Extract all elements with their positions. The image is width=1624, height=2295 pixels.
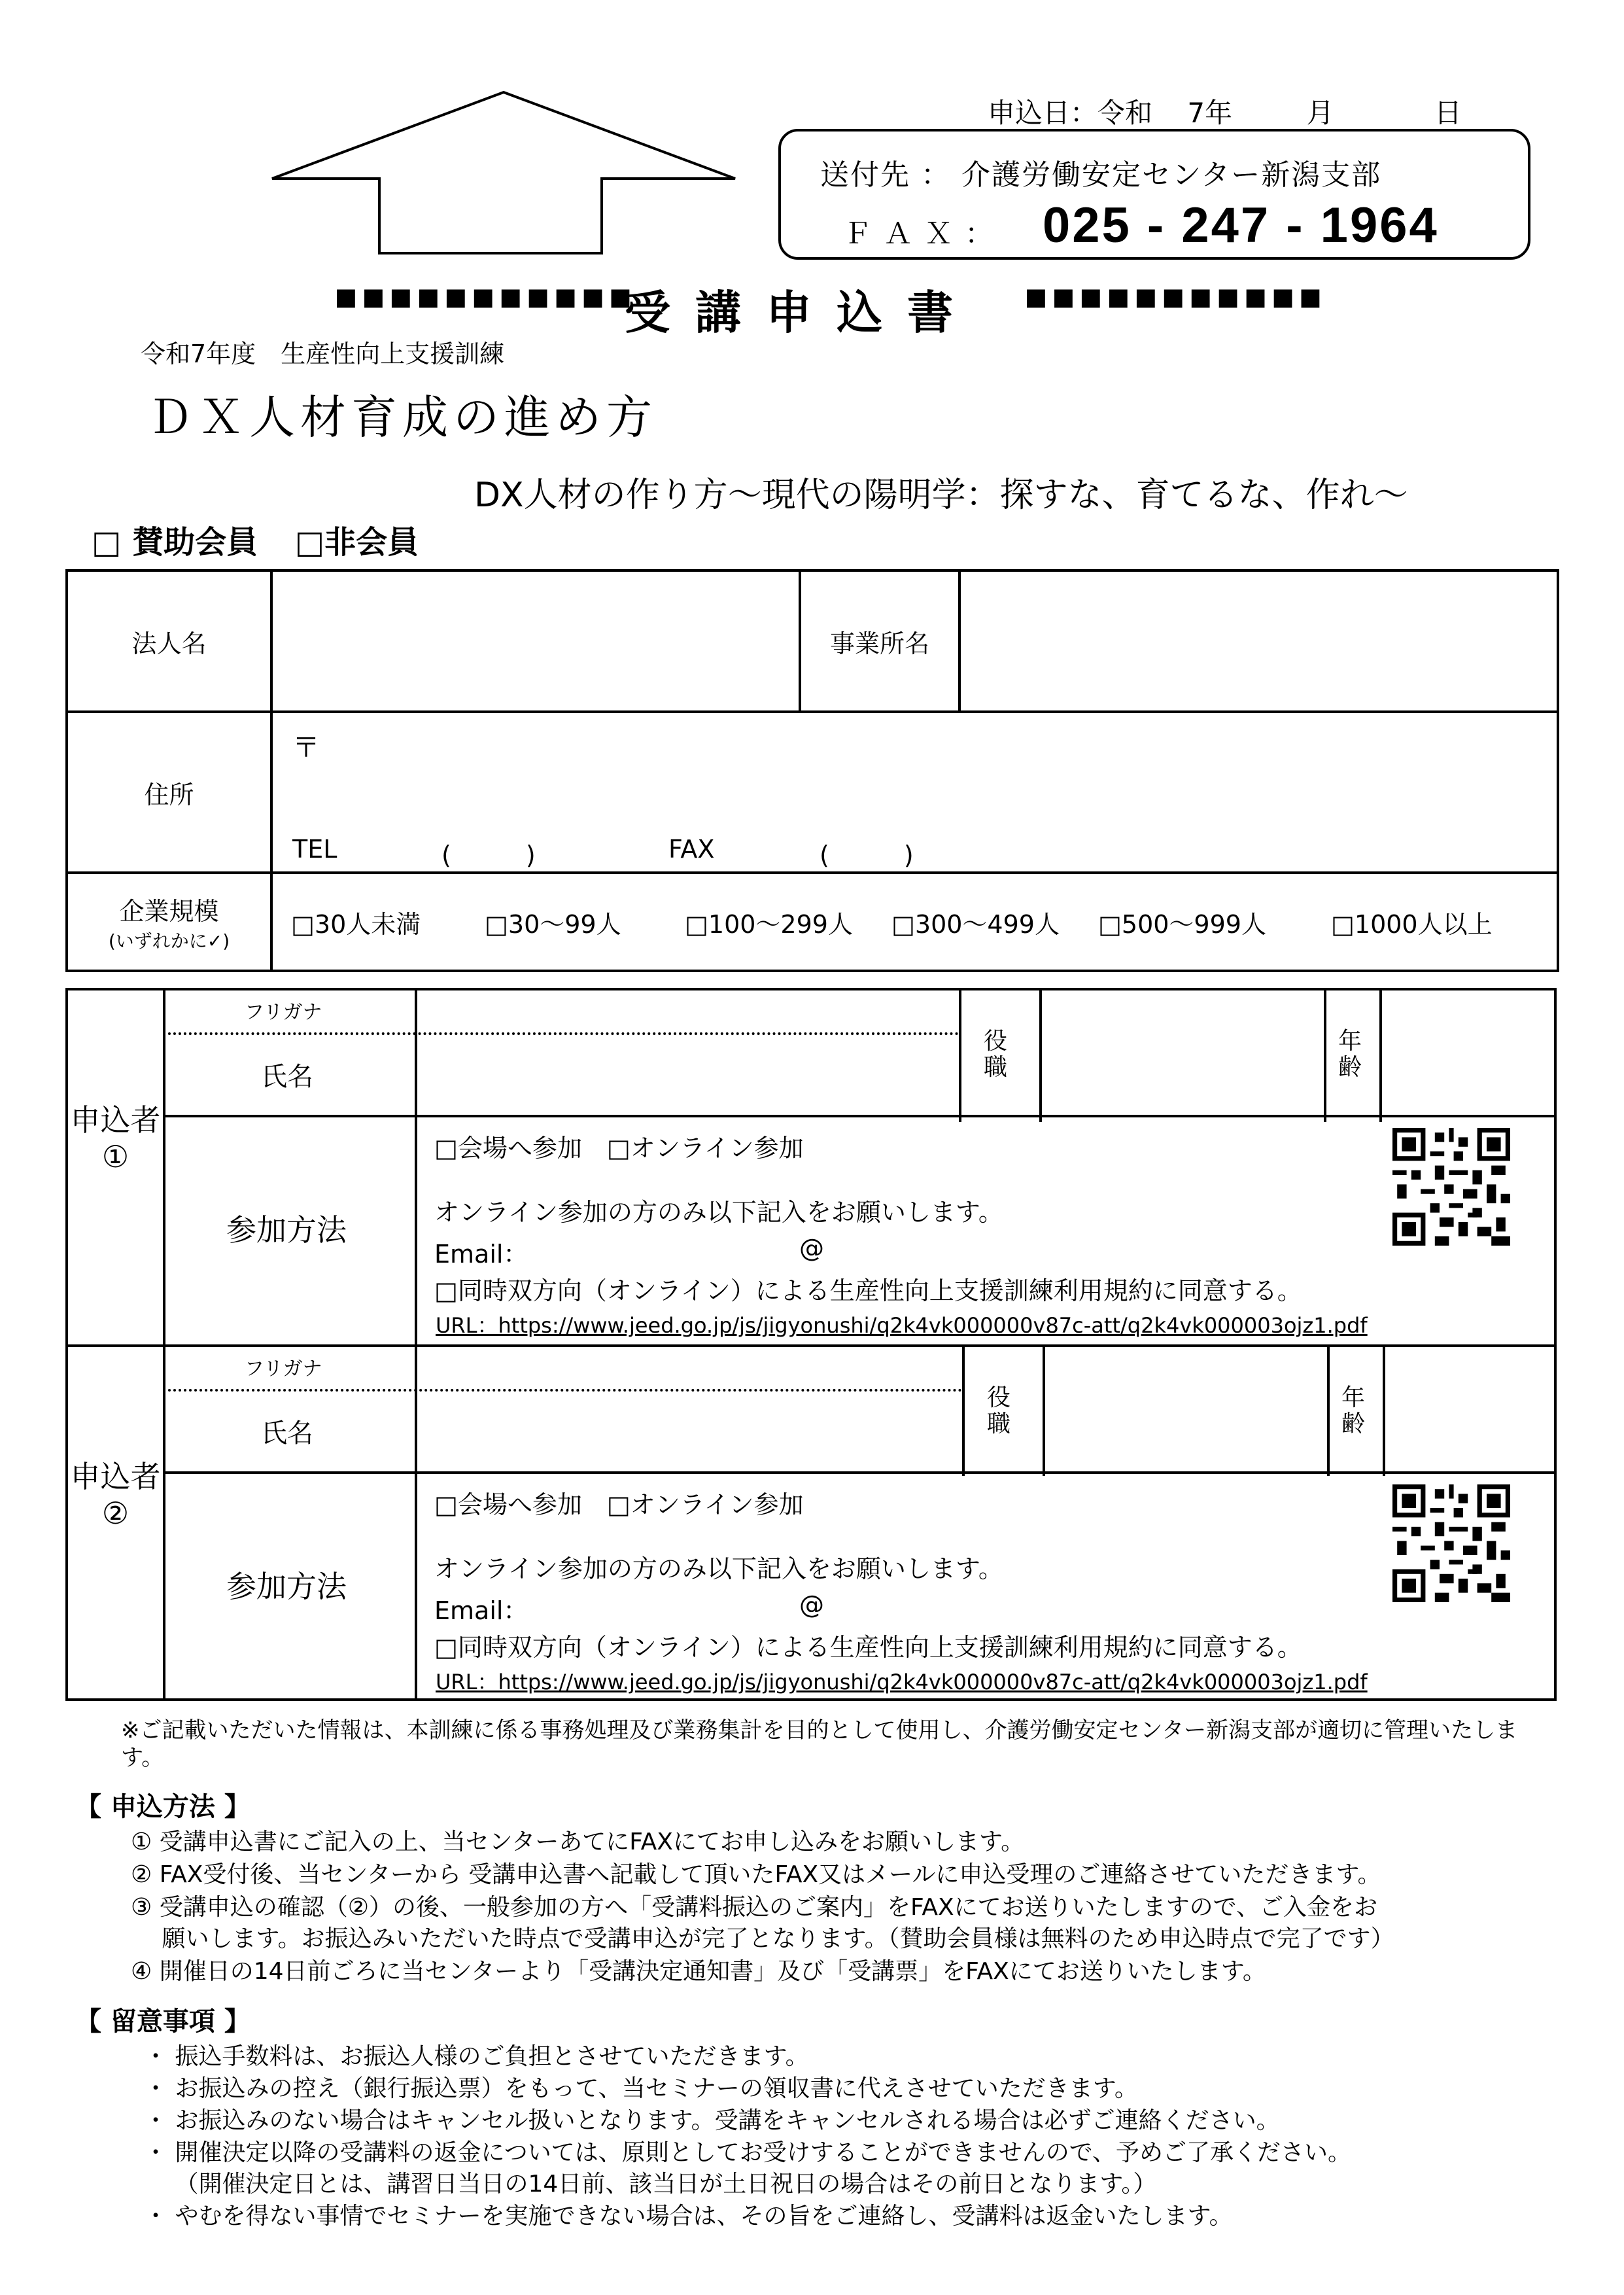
notes-item: ・ お振込みのない場合はキャンセル扱いとなります。受講をキャンセルされる場合は必ずご連絡ください。: [144, 2107, 1280, 2134]
applicant-2-name-label: 氏名: [261, 1418, 313, 1448]
applicant-1-block: [65, 988, 1557, 1344]
applicant-2-position-field[interactable]: [1045, 1347, 1327, 1471]
procedure-item: ③ 受講申込の確認（②）の後、一般参加の方へ「受講料振込のご案内」をFAXにてお送りいたしますので、ご入金をお: [131, 1894, 1377, 1921]
company-size-title: 企業規模: [119, 896, 219, 926]
applicant-2-method-label: 参加方法: [226, 1569, 347, 1604]
applicant-1-name-field[interactable]: [417, 990, 959, 1115]
application-date: [988, 92, 1462, 131]
fax-label: ＦＡＸ：: [843, 217, 1005, 251]
notes-item: ・ 振込手数料は、お振込人様のご負担とさせていただきます。: [144, 2043, 809, 2070]
send-to-label: 送付先 ： 介護労働安定センター新潟支部: [820, 158, 1382, 192]
applicant-2-name-field[interactable]: [417, 1347, 962, 1471]
up-arrow-icon: [268, 88, 739, 258]
applicant-1-position-label: 役職: [984, 1028, 1008, 1081]
qr-code-icon: [1392, 1484, 1510, 1602]
notes-heading: 【 留意事項 】: [75, 2006, 251, 2037]
corporate-info-table: [65, 569, 1559, 972]
applicant-2-position-label: 役職: [987, 1384, 1011, 1437]
title-dots-right: ▪▪▪▪▪▪▪▪▪▪▪: [1024, 275, 1326, 317]
applicant-2-furigana-label: フリガナ: [245, 1358, 322, 1380]
applicant-2-block: [65, 1344, 1557, 1701]
applicant-2-age-field[interactable]: [1385, 1347, 1552, 1471]
applicant-1-email-label: Email：: [434, 1240, 528, 1269]
title-dots-left: ▪▪▪▪▪▪▪▪▪▪▪: [334, 275, 636, 317]
size-option[interactable]: □30人未満: [291, 909, 421, 939]
applicant-2-email-at: @: [799, 1590, 824, 1619]
postal-mark: 〒: [292, 731, 320, 763]
applicant-2-email-label: Email：: [434, 1596, 528, 1625]
corp-name-field[interactable]: [271, 570, 800, 712]
applicant-1-furigana-label: フリガナ: [245, 1001, 322, 1024]
size-option[interactable]: □1000人以上: [1331, 909, 1493, 939]
corp-name-label: 法人名: [67, 570, 271, 712]
date-month: 月: [1306, 97, 1334, 129]
date-label: 申込日：令和: [988, 97, 1153, 129]
send-to-box: [778, 129, 1530, 260]
company-size-label: [67, 873, 271, 971]
applicant-2-agree-checkbox[interactable]: □同時双方向（オンライン）による生産性向上支援訓練利用規約に同意する。: [434, 1633, 1302, 1662]
notes-item: ・ やむを得ない事情でセミナーを実施できない場合は、その旨をご連絡し、受講料は返金いたします。: [144, 2203, 1233, 2230]
qr-code-icon: [1392, 1128, 1510, 1246]
company-size-options: [271, 873, 1558, 971]
non-member-checkbox[interactable]: □非会員: [294, 524, 419, 561]
notes-item: ・ お振込みの控え（銀行振込票）をもって、当セミナーの領収書に代えさせていただきます。: [144, 2075, 1138, 2102]
membership-options: [92, 517, 445, 562]
applicant-1-terms-link[interactable]: URL：https://www.jeed.go.jp/js/jigyonushi/q2k4vk000000v87c-att/q2k4vk000003ojz1.pdf: [436, 1313, 1368, 1338]
applicant-1-name-label: 氏名: [261, 1062, 313, 1092]
applicant-1-label: 申込者①: [70, 1102, 161, 1174]
notes-item: （開催決定日とは、講習日当日の14日前、該当日が土日祝日の場合はその前日となります。）: [144, 2171, 1157, 2198]
applicant-1-age-label: 年齢: [1338, 1028, 1362, 1081]
fax-paren: ( ): [820, 841, 914, 869]
course-subtitle: DX人材の作り方～現代の陽明学：探すな、育てるな、作れ～: [474, 476, 1408, 515]
applicant-2-terms-link[interactable]: URL：https://www.jeed.go.jp/js/jigyonushi/q2k4vk000000v87c-att/q2k4vk000003ojz1.pdf: [436, 1670, 1368, 1694]
fax-number: 025 - 247 - 1964: [1043, 198, 1439, 253]
procedure-item: ④ 開催日の14日前ごろに当センターより「受講決定通知書」及び「受講票」をFAXにてお送りいたします。: [131, 1958, 1266, 1985]
privacy-note: ※ご記載いただいた情報は、本訓練に係る事務処理及び業務集計を目的として使用し、介護労働安定センター新潟支部が適切に管理いたします。: [121, 1717, 1518, 1771]
course-name: ＤＸ人材育成の進め方: [147, 391, 657, 444]
office-name-label: 事業所名: [800, 570, 959, 712]
fiscal-year-label: 令和7年度 生産性向上支援訓練: [141, 340, 505, 368]
applicant-2-label: 申込者②: [70, 1459, 161, 1531]
office-name-field[interactable]: [959, 570, 1558, 712]
company-size-hint: (いずれかに✓): [108, 930, 230, 952]
address-label: 住所: [67, 712, 271, 873]
applicant-1-position-field[interactable]: [1042, 990, 1324, 1115]
page-title: 受講申込書: [625, 286, 978, 340]
size-option[interactable]: □30～99人: [485, 909, 621, 939]
applicant-2-online-note: オンライン参加の方のみ以下記入をお願いします。: [434, 1554, 1003, 1583]
tel-paren: ( ): [441, 841, 536, 869]
fax-field-label: FAX: [668, 835, 715, 864]
applicant-2-age-label: 年齢: [1341, 1384, 1366, 1437]
applicant-1-age-field[interactable]: [1382, 990, 1552, 1115]
applicant-1-online-note: オンライン参加の方のみ以下記入をお願いします。: [434, 1198, 1003, 1227]
size-option[interactable]: □300～499人: [891, 909, 1060, 939]
date-day: 日: [1434, 97, 1462, 129]
notes-item: ・ 開催決定以降の受講料の返金については、原則としてお受けすることができませんので、予めご了承ください。: [144, 2139, 1352, 2166]
applicant-1-method-label: 参加方法: [226, 1212, 347, 1248]
applicant-1-agree-checkbox[interactable]: □同時双方向（オンライン）による生産性向上支援訓練利用規約に同意する。: [434, 1276, 1302, 1305]
applicant-1-options[interactable]: □会場へ参加 □オンライン参加: [434, 1134, 804, 1163]
tel-label: TEL: [292, 835, 337, 864]
applicant-1-email-at: @: [799, 1234, 824, 1263]
size-option[interactable]: □100～299人: [685, 909, 853, 939]
applicant-2-options[interactable]: □会場へ参加 □オンライン参加: [434, 1490, 804, 1519]
address-field[interactable]: [271, 712, 1558, 873]
procedure-item: ② FAX受付後、当センターから 受講申込書へ記載して頂いたFAX又はメールに申込受理のご連絡させていただきます。: [131, 1861, 1381, 1888]
procedure-item: ① 受講申込書にご記入の上、当センターあてにFAXにてお申し込みをお願いします。: [131, 1829, 1025, 1855]
date-year: 7年: [1187, 97, 1233, 129]
size-option[interactable]: □500～999人: [1098, 909, 1266, 939]
supporting-member-checkbox[interactable]: □ 賛助会員: [92, 524, 258, 561]
procedure-item: 願いします。お振込みいただいた時点で受講申込が完了となります。（賛助会員様は無料のため申込時点で完了です）: [131, 1925, 1394, 1952]
procedure-heading: 【 申込方法 】: [75, 1792, 251, 1822]
